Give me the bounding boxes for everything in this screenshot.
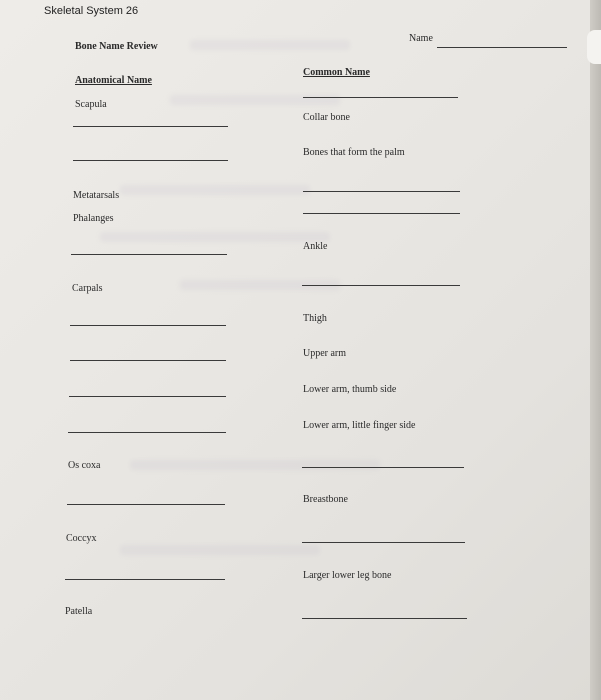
common-answer-line-patella[interactable] — [302, 618, 467, 619]
anatomical-name-header: Anatomical Name — [75, 75, 152, 86]
anatomical-scapula: Scapula — [75, 99, 107, 110]
anatomical-metatarsals: Metatarsals — [73, 190, 120, 201]
common-collar-bone: Collar bone — [303, 112, 350, 123]
bleed-through-text — [120, 185, 310, 195]
bleed-through-text — [120, 545, 320, 555]
worksheet-title: Skeletal System 26 — [44, 5, 139, 17]
common-answer-line-os-coxa[interactable] — [302, 467, 464, 468]
anatomical-answer-line-ankle[interactable] — [71, 254, 227, 255]
common-answer-line-carpals[interactable] — [302, 285, 460, 286]
anatomical-os-coxa: Os coxa — [68, 460, 101, 471]
anatomical-answer-line-upper-arm[interactable] — [70, 360, 226, 361]
anatomical-answer-line-palm[interactable] — [73, 160, 228, 161]
anatomical-answer-line-collar-bone[interactable] — [73, 126, 228, 127]
anatomical-carpals: Carpals — [72, 283, 103, 294]
bleed-through-text — [190, 40, 350, 50]
common-thigh: Thigh — [303, 313, 327, 324]
anatomical-coccyx: Coccyx — [66, 533, 97, 544]
anatomical-answer-line-larger-lower-leg[interactable] — [65, 579, 225, 580]
common-breastbone: Breastbone — [303, 494, 348, 505]
common-answer-line-scapula[interactable] — [303, 97, 458, 98]
bleed-through-text — [130, 460, 380, 470]
section-heading: Bone Name Review — [75, 41, 158, 52]
common-upper-arm: Upper arm — [303, 348, 347, 359]
common-larger-lower-leg-bone: Larger lower leg bone — [303, 570, 392, 581]
common-lower-arm-thumb-side: Lower arm, thumb side — [303, 384, 397, 395]
anatomical-answer-line-breastbone[interactable] — [67, 504, 225, 505]
common-answer-line-coccyx[interactable] — [302, 542, 465, 543]
anatomical-answer-line-lower-arm-little-finger[interactable] — [68, 432, 226, 433]
common-answer-line-metatarsals[interactable] — [303, 191, 460, 192]
bleed-through-text — [100, 232, 330, 242]
anatomical-phalanges: Phalanges — [73, 213, 114, 224]
common-ankle: Ankle — [303, 241, 328, 252]
common-lower-arm-little-finger-side: Lower arm, little finger side — [303, 420, 416, 431]
anatomical-patella: Patella — [65, 606, 93, 617]
adjacent-paper-edge — [587, 30, 601, 64]
common-name-header: Common Name — [303, 67, 370, 78]
page-shadow — [590, 0, 601, 700]
common-palm-bones: Bones that form the palm — [303, 147, 405, 158]
anatomical-answer-line-lower-arm-thumb[interactable] — [69, 396, 226, 397]
common-answer-line-phalanges[interactable] — [303, 213, 460, 214]
name-answer-line[interactable] — [437, 47, 567, 48]
anatomical-answer-line-thigh[interactable] — [70, 325, 226, 326]
name-label: Name — [409, 33, 433, 44]
